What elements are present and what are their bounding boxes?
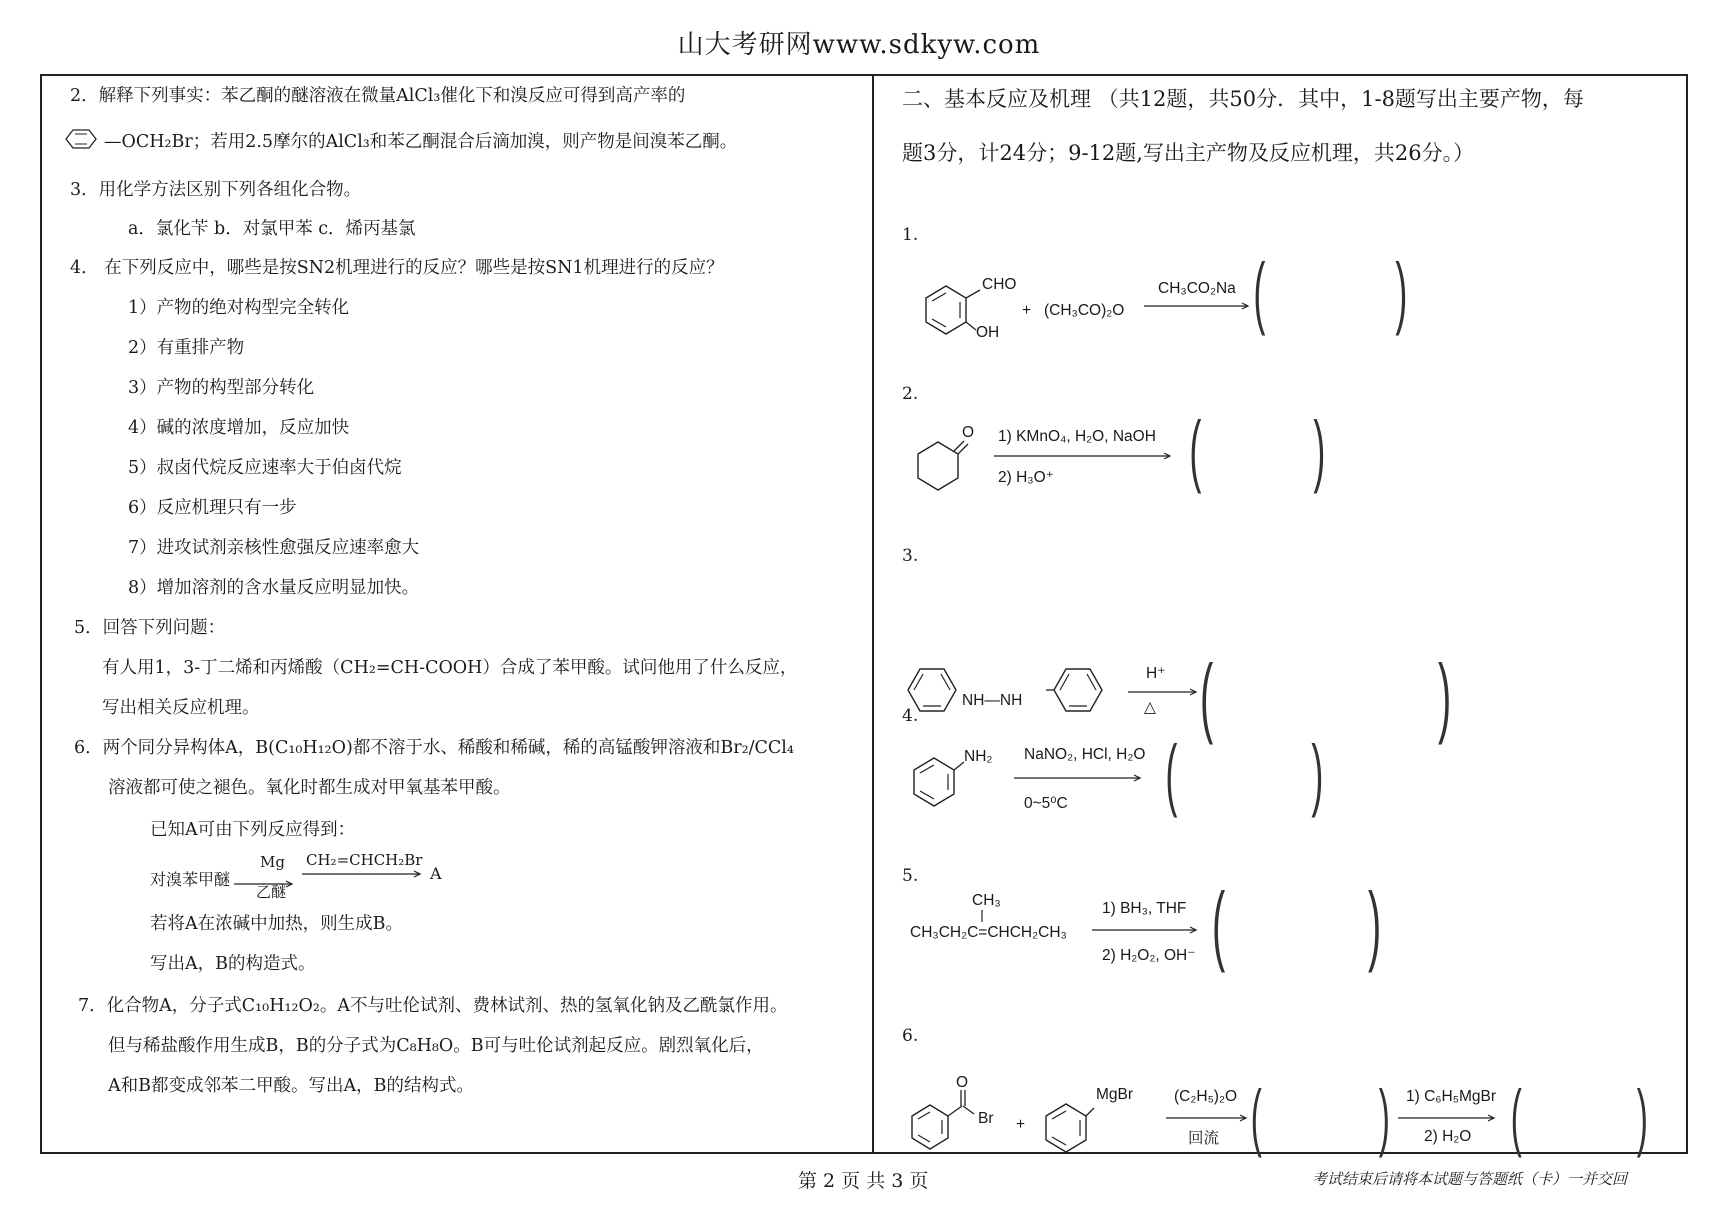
r-q2-condition2: 2) H₃O⁺ — [998, 469, 1054, 486]
q4-item: 7）进攻试剂亲核性愈强反应速率愈大 — [128, 538, 420, 558]
r-q3-condition2: △ — [1144, 699, 1156, 716]
r-q6-number: 6. — [902, 1026, 919, 1046]
section-heading-line2: 题3分，计24分；9-12题,写出主产物及反应机理，共26分。） — [902, 141, 1475, 165]
q3-options: a．氯化苄 b．对氯甲苯 c．烯丙基氯 — [128, 219, 416, 239]
r-q6-condition3: 1) C₆H₅MgBr — [1406, 1088, 1497, 1105]
r-q1-plus: + — [1022, 302, 1032, 319]
r-q2-condition1: 1) KMnO₄, H₂O, NaOH — [998, 428, 1156, 445]
r-q6-answer1-open-paren: ( — [1250, 1075, 1262, 1158]
r-q6-condition4: 2) H₂O — [1424, 1128, 1472, 1145]
r-q3-arrow — [1128, 688, 1200, 696]
q6-line1: 6．两个同分异构体A，B(C₁₀H₁₂O)都不溶于水、稀酸和稀碱，稀的高锰酸钾溶液和Br₂/CCl₄ — [74, 738, 794, 758]
r-q6-answer1-close-paren: ) — [1378, 1075, 1390, 1158]
q6-arrow-2 — [302, 870, 424, 878]
r-q5-branch-bond — [980, 910, 984, 924]
r-q5-number: 5. — [902, 866, 919, 886]
r-q6-arrow-2 — [1398, 1114, 1498, 1122]
r-q5-arrow — [1092, 926, 1200, 934]
q6-product: A — [430, 864, 442, 883]
q4-item: 1）产物的绝对构型完全转化 — [128, 298, 350, 318]
r-q4-amine-label: NH₂ — [964, 748, 993, 765]
q6-reagent-allylbromide: CH₂=CHCH₂Br — [306, 851, 423, 869]
q4-line1: 4． 在下列反应中，哪些是按SN2机理进行的反应？哪些是按SN1机理进行的反应？ — [70, 258, 724, 278]
r-q5-answer-close-paren: ) — [1368, 874, 1382, 973]
r-q2-answer-close-paren: ) — [1313, 405, 1326, 494]
r-q6-condition2: 回流 — [1188, 1130, 1220, 1147]
r-q2-answer-open-paren: ( — [1189, 405, 1202, 494]
r-q4-answer-close-paren: ) — [1311, 729, 1324, 818]
r-q5-answer-open-paren: ( — [1212, 874, 1226, 973]
r-q4-condition1: NaNO₂, HCl, H₂O — [1024, 746, 1146, 763]
r-q5-methyl-branch: CH₃ — [972, 892, 1001, 909]
r-q3-answer-open-paren: ( — [1200, 646, 1214, 745]
r-q1-answer-close-paren: ) — [1395, 247, 1408, 336]
r-q4-arrow — [1014, 774, 1144, 782]
q2-line2: —OCH₂Br；若用2.5摩尔的AlCl₃和苯乙酮混合后滴加溴，则产物是间溴苯乙酮。 — [104, 132, 738, 152]
r-q1-reagent: (CH₃CO)₂O — [1044, 302, 1125, 319]
r-q6-answer2-close-paren: ) — [1636, 1075, 1648, 1158]
r-q4-condition2: 0~5⁰C — [1024, 795, 1068, 812]
cyclohexanone-structure-icon — [904, 424, 994, 514]
page-header: 山大考研网www.sdkyw.com — [677, 30, 1041, 60]
r-q3-reactant-linker: NH—NH — [962, 692, 1023, 709]
r-q1-number: 1. — [902, 225, 919, 245]
r-q6-mgbr-label: MgBr — [1096, 1086, 1134, 1103]
q6-reagent-ether: 乙醚 — [256, 883, 287, 901]
page-number: 第 2 页 共 3 页 — [798, 1170, 929, 1192]
r-q6-arrow-1 — [1166, 1114, 1250, 1122]
r-q6-answer2-open-paren: ( — [1510, 1075, 1522, 1158]
q7-line2: 但与稀盐酸作用生成B，B的分子式为C₈H₈O。B可与吐伦试剂起反应。剧烈氧化后， — [108, 1036, 764, 1056]
q7-line3: A和B都变成邻苯二甲酸。写出A，B的结构式。 — [108, 1076, 474, 1096]
r-q6-condition1: (C₂H₅)₂O — [1174, 1088, 1238, 1105]
r-q1-arrow — [1144, 302, 1252, 310]
r-q3-answer-close-paren: ) — [1438, 646, 1452, 745]
q6-scheme-start: 对溴苯甲醚 — [150, 870, 231, 889]
q5-line3: 写出相关反应机理。 — [102, 698, 260, 718]
column-divider — [872, 76, 874, 1154]
footer-note: 考试结束后请将本试题与答题纸（卡）一并交回 — [1312, 1170, 1628, 1188]
q6-line2: 溶液都可使之褪色。氧化时都生成对甲氧基苯甲酸。 — [108, 778, 511, 798]
r-q1-answer-open-paren: ( — [1253, 247, 1266, 336]
q6-line5: 写出A，B的构造式。 — [150, 954, 316, 974]
q2-line1: 2．解释下列事实：苯乙酮的醚溶液在微量AlCl₃催化下和溴反应可得到高产率的 — [70, 86, 686, 106]
q4-item: 8）增加溶剂的含水量反应明显加快。 — [128, 578, 420, 598]
q5-line2: 有人用1，3-丁二烯和丙烯酸（CH₂=CH-COOH）合成了苯甲酸。试问他用了什么反应， — [102, 658, 798, 678]
r-q3-number: 3. — [902, 546, 919, 566]
hydrazobenzene-right-ring-icon — [1046, 660, 1116, 720]
r-q1-cho-label: CHO — [982, 276, 1017, 293]
q6-arrow-1 — [234, 880, 296, 888]
q4-item: 5）叔卤代烷反应速率大于伯卤代烷 — [128, 458, 402, 478]
r-q2-number: 2. — [902, 384, 919, 404]
r-q2-arrow — [994, 452, 1174, 460]
q7-line1: 7．化合物A，分子式C₁₀H₁₂O₂。A不与吐伦试剂、费林试剂、热的氢氧化钠及乙酰氯作用。 — [78, 996, 788, 1016]
r-q2-oxygen-label: O — [962, 424, 975, 441]
q4-item: 4）碱的浓度增加，反应加快 — [128, 418, 350, 438]
r-q1-oh-label: OH — [976, 324, 1000, 341]
r-q5-condition2: 2) H₂O₂, OH⁻ — [1102, 947, 1196, 964]
q3-line1: 3．用化学方法区别下列各组化合物。 — [70, 180, 362, 200]
r-q1-condition: CH₃CO₂Na — [1158, 280, 1236, 297]
q4-item: 3）产物的构型部分转化 — [128, 378, 315, 398]
q6-line4: 若将A在浓碱中加热，则生成B。 — [150, 914, 403, 934]
r-q4-number: 4. — [902, 706, 919, 726]
section-heading-line1: 二、基本反应及机理 （共12题，共50分．其中，1-8题写出主要产物，每 — [902, 87, 1584, 111]
r-q5-condition1: 1) BH₃, THF — [1102, 900, 1187, 917]
q6-line3: 已知A可由下列反应得到： — [150, 820, 356, 840]
r-q6-bromide-label: Br — [978, 1110, 994, 1127]
r-q6-carbonyl-o-label: O — [956, 1074, 969, 1091]
q4-item: 2）有重排产物 — [128, 338, 245, 358]
r-q5-reactant: CH₃CH₂C=CHCH₂CH₃ — [910, 924, 1067, 941]
r-q4-answer-open-paren: ( — [1165, 729, 1178, 818]
r-q6-plus: + — [1016, 1116, 1026, 1133]
benzene-ring-icon — [58, 128, 104, 150]
q5-line1: 5．回答下列问题： — [74, 618, 226, 638]
r-q3-condition1: H⁺ — [1146, 665, 1166, 682]
q6-reagent-mg: Mg — [260, 853, 285, 871]
q4-item: 6）反应机理只有一步 — [128, 498, 297, 518]
